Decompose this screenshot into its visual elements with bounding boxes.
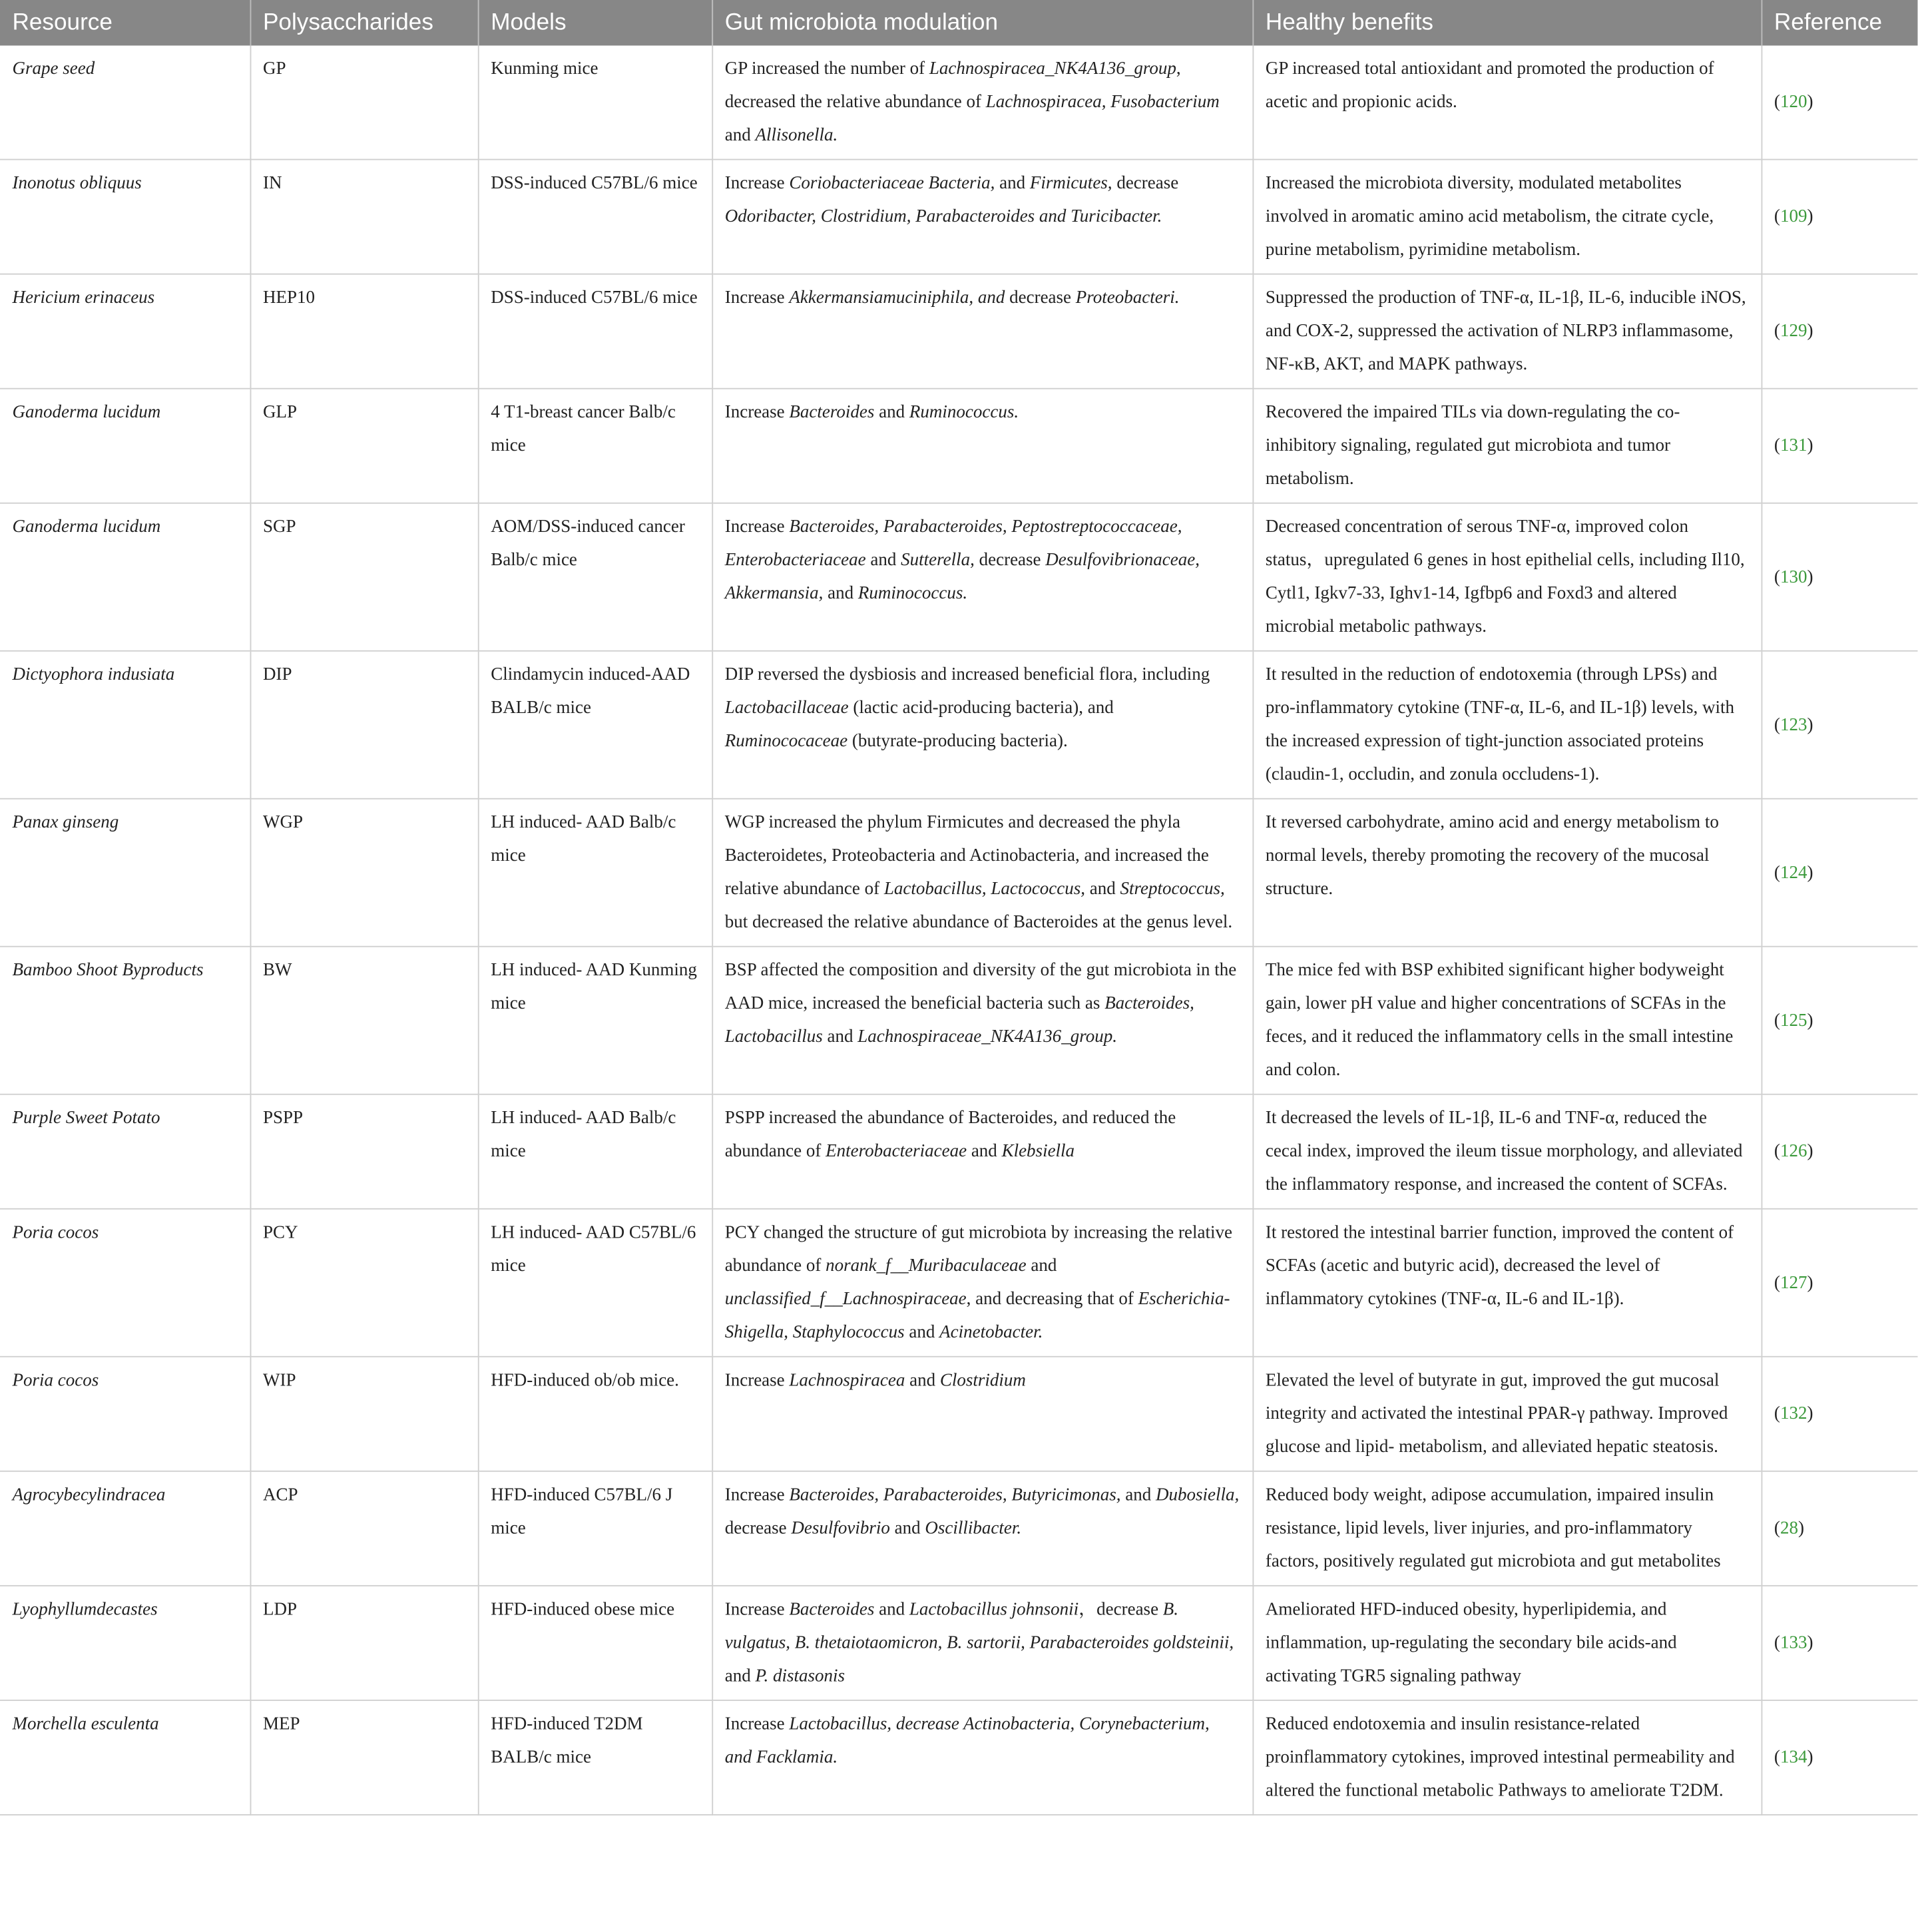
modulation-cell: [712, 160, 1252, 274]
header-row: [0, 0, 1917, 45]
taxon-text: Bacteroides, Parabacteroides, Peptostreptococcaceae, Enterobacteriaceae: [724, 517, 1182, 571]
taxon-text: Lachnospiraceae_NK4A136_group.: [857, 1027, 1117, 1047]
modulation-text: and: [822, 1027, 858, 1047]
taxon-text: Clostridium: [939, 1371, 1026, 1391]
table-row: [0, 160, 1917, 274]
table-row: [0, 389, 1917, 503]
modulation-text: Increase: [724, 288, 790, 308]
modulation-text: BSP affected the composition and diversity of the gut microbiota in the AAD mice, increased the beneficial bacteria such as: [724, 961, 1237, 1014]
reference-cell: (129): [1762, 274, 1918, 389]
resource-cell: Poria cocos: [0, 1357, 250, 1471]
taxon-text: Desulfovibrionaceae, Akkermansia,: [724, 550, 1200, 604]
modulation-text: and: [904, 1322, 940, 1343]
modulation-cell: [712, 503, 1252, 651]
modulation-text: and: [874, 402, 909, 423]
benefits-cell: Ameliorated HFD-induced obesity, hyperlipidemia, and inflammation, up-regulating the secondary bile acids-and activating TGR5 signaling pathway: [1252, 1586, 1761, 1700]
taxon-text: Lachnospiracea_NK4A136_group: [929, 59, 1176, 79]
modulation-text: and: [1120, 1485, 1156, 1505]
modulation-text: Increase: [724, 1600, 790, 1620]
taxon-text: Lachnospiracea: [789, 1371, 905, 1391]
resource-cell: Inonotus obliquus: [0, 160, 250, 274]
modulation-text: , and decreasing that of: [966, 1289, 1138, 1310]
modulation-text: DIP reversed the dysbiosis and increased beneficial flora, including: [724, 665, 1210, 685]
taxon-text: Proteobacteri.: [1075, 288, 1180, 308]
reference-link[interactable]: 132: [1780, 1404, 1807, 1424]
taxon-text: Firmicutes,: [1029, 173, 1112, 194]
modulation-text: Increase: [724, 1714, 790, 1734]
reference-cell: (123): [1762, 651, 1918, 799]
model-cell: LH induced- AAD C57BL/6 mice: [478, 1209, 712, 1357]
header-gut-microbiota-modulation: Gut microbiota modulation: [712, 0, 1252, 45]
modulation-text: ，decrease: [1079, 1600, 1163, 1620]
table-row: [0, 1471, 1917, 1586]
taxon-text: Ruminococaceae: [724, 731, 848, 752]
reference-link[interactable]: 28: [1780, 1519, 1798, 1539]
resource-cell: Hericium erinaceus: [0, 274, 250, 389]
polysaccharide-cell: GLP: [250, 389, 478, 503]
taxon-text: Lactobacillus johnsonii: [909, 1600, 1079, 1620]
resource-cell: Ganoderma lucidum: [0, 389, 250, 503]
modulation-text: (butyrate-producing bacteria).: [847, 731, 1068, 752]
header-polysaccharides: Polysaccharides: [250, 0, 478, 45]
polysaccharide-cell: WGP: [250, 799, 478, 947]
table-row: [0, 503, 1917, 651]
reference-link[interactable]: 125: [1780, 1010, 1807, 1031]
modulation-cell: [712, 1586, 1252, 1700]
taxon-text: Ruminococcus.: [857, 583, 968, 604]
model-cell: Clindamycin induced-AAD BALB/c mice: [478, 651, 712, 799]
reference-link[interactable]: 124: [1780, 862, 1807, 883]
modulation-cell: [712, 274, 1252, 389]
reference-link[interactable]: 131: [1780, 435, 1807, 456]
taxon-text: Odoribacter, Clostridium, Parabacteroides and Turicibacter.: [724, 206, 1162, 227]
table-header: [0, 0, 1917, 45]
taxon-text: Sutterella,: [901, 550, 975, 571]
benefits-cell: It resulted in the reduction of endotoxemia (through LPSs) and pro-inflammatory cytokine (TNF-α, IL-6, and IL-1β) levels, with the increased expression of tight-junction associated proteins (claudin-1, occludin, and zonula occludens-1).: [1252, 651, 1761, 799]
modulation-cell: [712, 799, 1252, 947]
reference-link[interactable]: 133: [1780, 1633, 1807, 1653]
table-row: [0, 1209, 1917, 1357]
reference-link[interactable]: 127: [1780, 1272, 1807, 1293]
modulation-text: , decreased the relative abundance of: [724, 59, 1181, 113]
modulation-cell: [712, 45, 1252, 159]
modulation-text: WGP increased the phylum Firmicutes and decreased the phyla Bacteroidetes, Proteobacteria and Actinobacteria, and increased the relative abundance of: [724, 813, 1209, 899]
table-row: [0, 1094, 1917, 1209]
reference-cell: (109): [1762, 160, 1918, 274]
model-cell: 4 T1-breast cancer Balb/c mice: [478, 389, 712, 503]
modulation-text: and: [995, 173, 1030, 194]
reference-cell: (132): [1762, 1357, 1918, 1471]
resource-cell: Dictyophora indusiata: [0, 651, 250, 799]
benefits-cell: Suppressed the production of TNF-α, IL-1β, IL-6, inducible iNOS, and COX-2, suppressed the activation of NLRP3 inflammasome, NF-κB, AKT, and MAPK pathways.: [1252, 274, 1761, 389]
taxon-text: Ruminococcus.: [909, 402, 1019, 423]
table-row: [0, 45, 1917, 159]
modulation-text: and: [1085, 879, 1120, 899]
modulation-cell: [712, 1700, 1252, 1815]
reference-cell: (28): [1762, 1471, 1918, 1586]
modulation-cell: [712, 947, 1252, 1094]
modulation-text: (lactic acid-producing bacteria), and: [848, 698, 1114, 718]
model-cell: HFD-induced obese mice: [478, 1586, 712, 1700]
taxon-text: Enterobacteriaceae: [826, 1141, 967, 1162]
taxon-text: Bacteroides: [789, 402, 875, 423]
reference-cell: (125): [1762, 947, 1918, 1094]
modulation-text: PCY changed the structure of gut microbiota by increasing the relative abundance of: [724, 1223, 1232, 1276]
taxon-text: Allisonella.: [755, 125, 838, 146]
reference-cell: (134): [1762, 1700, 1918, 1815]
modulation-text: and: [967, 1141, 1002, 1162]
polysaccharide-cell: IN: [250, 160, 478, 274]
model-cell: HFD-induced C57BL/6 J mice: [478, 1471, 712, 1586]
modulation-text: Increase: [724, 402, 790, 423]
resource-cell: Ganoderma lucidum: [0, 503, 250, 651]
table-row: [0, 947, 1917, 1094]
modulation-text: Increase: [724, 173, 790, 194]
modulation-text: and: [905, 1371, 940, 1391]
benefits-cell: It restored the intestinal barrier function, improved the content of SCFAs (acetic and butyric acid), decreased the level of inflammatory cytokines (TNF-α, IL-6 and IL-1β).: [1252, 1209, 1761, 1357]
table-row: [0, 1700, 1917, 1815]
modulation-cell: [712, 389, 1252, 503]
modulation-text: and: [724, 125, 756, 146]
model-cell: AOM/DSS-induced cancer Balb/c mice: [478, 503, 712, 651]
resource-cell: Panax ginseng: [0, 799, 250, 947]
benefits-cell: Elevated the level of butyrate in gut, improved the gut mucosal integrity and activated the intestinal PPAR-γ pathway. Improved glucose and lipid- metabolism, and alleviated hepatic steatosis.: [1252, 1357, 1761, 1471]
model-cell: LH induced- AAD Balb/c mice: [478, 799, 712, 947]
modulation-text: Increase: [724, 1485, 790, 1505]
table-body: [0, 45, 1917, 1815]
taxon-text: Akkermansiamuciniphila, and: [789, 288, 1005, 308]
benefits-cell: Increased the microbiota diversity, modulated metabolites involved in aromatic amino acid metabolism, the citrate cycle, purine metabolism, pyrimidine metabolism.: [1252, 160, 1761, 274]
table-row: [0, 274, 1917, 389]
taxon-text: Klebsiella: [1001, 1141, 1075, 1162]
polysaccharide-cell: DIP: [250, 651, 478, 799]
taxon-text: Acinetobacter.: [939, 1322, 1043, 1343]
resource-cell: Morchella esculenta: [0, 1700, 250, 1815]
modulation-text: and: [874, 1600, 909, 1620]
benefits-cell: It reversed carbohydrate, amino acid and energy metabolism to normal levels, thereby promoting the recovery of the mucosal structure.: [1252, 799, 1761, 947]
modulation-text: Increase: [724, 517, 790, 537]
resource-cell: Grape seed: [0, 45, 250, 159]
taxon-text: Lactobacillus, Lactococcus,: [883, 879, 1086, 899]
reference-cell: (130): [1762, 503, 1918, 651]
taxon-text: Coriobacteriaceae Bacteria,: [789, 173, 995, 194]
reference-link[interactable]: 129: [1780, 321, 1807, 342]
reference-cell: (133): [1762, 1586, 1918, 1700]
polysaccharide-cell: PSPP: [250, 1094, 478, 1209]
model-cell: LH induced- AAD Balb/c mice: [478, 1094, 712, 1209]
resource-cell: Purple Sweet Potato: [0, 1094, 250, 1209]
modulation-text: Increase: [724, 1371, 790, 1391]
reference-cell: (124): [1762, 799, 1918, 947]
taxon-text: Escherichia-Shigella, Staphylococcus: [724, 1289, 1230, 1343]
modulation-text: and: [823, 583, 858, 604]
polysaccharide-cell: BW: [250, 947, 478, 1094]
benefits-cell: GP increased total antioxidant and promoted the production of acetic and propionic acids.: [1252, 45, 1761, 159]
modulation-text: and: [865, 550, 901, 571]
taxon-text: Lactobacillus, decrease Actinobacteria, Corynebacterium, and Facklamia.: [724, 1714, 1210, 1768]
table-row: [0, 1357, 1917, 1471]
modulation-text: and: [889, 1519, 925, 1539]
reference-link[interactable]: 126: [1780, 1141, 1807, 1162]
resource-cell: Agrocybecylindracea: [0, 1471, 250, 1586]
polysaccharide-cell: HEP10: [250, 274, 478, 389]
taxon-text: P. distasonis: [755, 1666, 845, 1686]
modulation-cell: [712, 651, 1252, 799]
header-resource: Resource: [0, 0, 250, 45]
model-cell: Kunming mice: [478, 45, 712, 159]
model-cell: HFD-induced T2DM BALB/c mice: [478, 1700, 712, 1815]
model-cell: LH induced- AAD Kunming mice: [478, 947, 712, 1094]
modulation-text: and: [1026, 1256, 1057, 1276]
resource-cell: Bamboo Shoot Byproducts: [0, 947, 250, 1094]
reference-link[interactable]: 134: [1780, 1748, 1807, 1768]
modulation-cell: [712, 1209, 1252, 1357]
reference-link[interactable]: 123: [1780, 714, 1807, 735]
reference-link[interactable]: 130: [1780, 567, 1807, 587]
polysaccharide-cell: ACP: [250, 1471, 478, 1586]
model-cell: HFD-induced ob/ob mice.: [478, 1357, 712, 1471]
taxon-text: Oscillibacter.: [925, 1519, 1022, 1539]
benefits-cell: Reduced body weight, adipose accumulation, impaired insulin resistance, lipid levels, liver injuries, and pro-inflammatory factors, positively regulated gut microbiota and gut metabolites: [1252, 1471, 1761, 1586]
model-cell: DSS-induced C57BL/6 mice: [478, 274, 712, 389]
modulation-text: PSPP increased the abundance of Bacteroides, and reduced the abundance of: [724, 1108, 1176, 1162]
modulation-cell: [712, 1357, 1252, 1471]
taxon-text: Bacteroides: [789, 1600, 875, 1620]
polysaccharide-cell: PCY: [250, 1209, 478, 1357]
taxon-text: Streptococcus,: [1120, 879, 1225, 899]
polysaccharide-cell: SGP: [250, 503, 478, 651]
modulation-text: decrease: [974, 550, 1046, 571]
reference-cell: (127): [1762, 1209, 1918, 1357]
table-row: [0, 1586, 1917, 1700]
reference-cell: (126): [1762, 1094, 1918, 1209]
resource-cell: Lyophyllumdecastes: [0, 1586, 250, 1700]
reference-link[interactable]: 109: [1780, 206, 1807, 227]
modulation-text: decrease: [1112, 173, 1179, 194]
polysaccharide-cell: LDP: [250, 1586, 478, 1700]
header-healthy-benefits: Healthy benefits: [1252, 0, 1761, 45]
modulation-text: GP increased the number of: [724, 59, 929, 79]
reference-link[interactable]: 120: [1780, 92, 1807, 113]
table-row: [0, 651, 1917, 799]
polysaccharide-cell: MEP: [250, 1700, 478, 1815]
modulation-text: decrease: [1005, 288, 1076, 308]
taxon-text: Dubosiella,: [1156, 1485, 1240, 1505]
taxon-text: norank_f__Muribaculaceae: [826, 1256, 1027, 1276]
benefits-cell: Decreased concentration of serous TNF-α, improved colon status，upregulated 6 genes in host epithelial cells, including Il10, Cytl1, Igkv7-33, Ighv1-14, Igfbp6 and Foxd3 and altered microbial metabolic pathways.: [1252, 503, 1761, 651]
benefits-cell: Recovered the impaired TILs via down-regulating the co-inhibitory signaling, regulated gut microbiota and tumor metabolism.: [1252, 389, 1761, 503]
modulation-cell: [712, 1471, 1252, 1586]
model-cell: DSS-induced C57BL/6 mice: [478, 160, 712, 274]
taxon-text: Desulfovibrio: [791, 1519, 890, 1539]
modulation-cell: [712, 1094, 1252, 1209]
taxon-text: Lachnospiracea, Fusobacterium: [985, 92, 1220, 113]
reference-cell: (131): [1762, 389, 1918, 503]
table-row: [0, 799, 1917, 947]
taxon-text: unclassified_f__Lachnospiraceae: [724, 1289, 967, 1310]
benefits-cell: It decreased the levels of IL-1β, IL-6 and TNF-α, reduced the cecal index, improved the ileum tissue morphology, and alleviated the inflammatory response, and increased the content of SCFAs.: [1252, 1094, 1761, 1209]
benefits-cell: Reduced endotoxemia and insulin resistance-related proinflammatory cytokines, improved intestinal permeability and altered the functional metabolic Pathways to ameliorate T2DM.: [1252, 1700, 1761, 1815]
taxon-text: Lactobacillaceae: [724, 698, 849, 718]
taxon-text: Bacteroides, Lactobacillus: [724, 993, 1194, 1047]
taxon-text: B. vulgatus, B. thetaiotaomicron, B. sartorii, Parabacteroides goldsteinii,: [724, 1600, 1234, 1653]
modulation-text: decrease: [724, 1519, 792, 1539]
modulation-text: and: [724, 1666, 756, 1686]
resource-cell: Poria cocos: [0, 1209, 250, 1357]
benefits-cell: The mice fed with BSP exhibited significant higher bodyweight gain, lower pH value and higher concentrations of SCFAs in the feces, and it reduced the inflammatory cells in the small intestine and colon.: [1252, 947, 1761, 1094]
taxon-text: Bacteroides, Parabacteroides, Butyricimonas,: [789, 1485, 1121, 1505]
polysaccharide-cell: WIP: [250, 1357, 478, 1471]
header-reference: Reference: [1762, 0, 1918, 45]
modulation-text: but decreased the relative abundance of Bacteroides at the genus level.: [724, 912, 1233, 933]
polysaccharide-cell: GP: [250, 45, 478, 159]
header-models: Models: [478, 0, 712, 45]
reference-cell: (120): [1762, 45, 1918, 159]
